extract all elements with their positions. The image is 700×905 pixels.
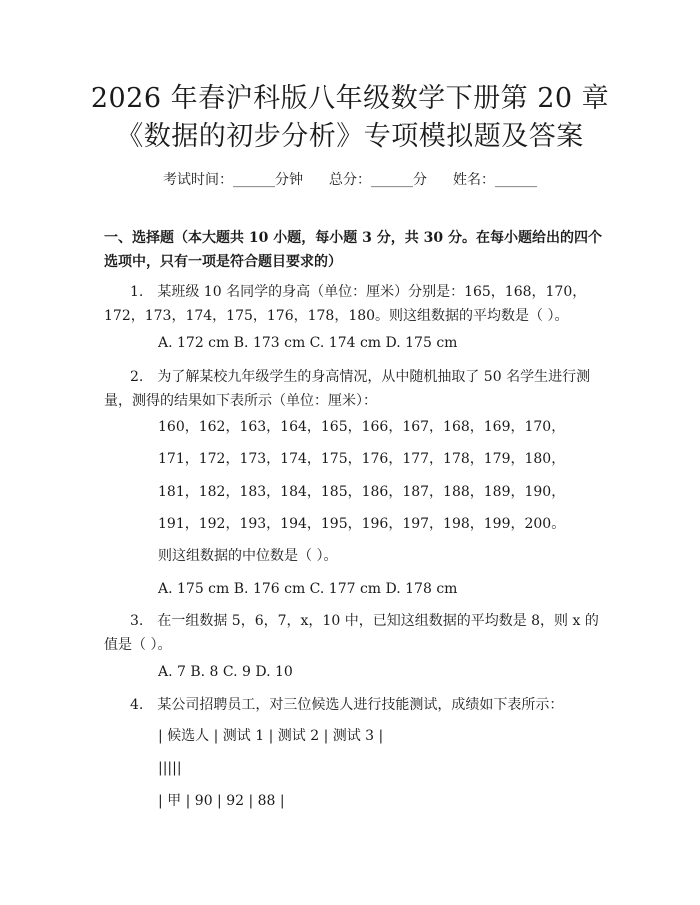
section-heading: 一、选择题（本大题共 10 小题，每小题 3 分，共 30 分。在每小题给出的四个选项中，只有一项是符合题目要求的） [104,230,602,270]
document-title-line-1: 2026 年春沪科版八年级数学下册第 20 章 [90,83,610,114]
question-2-stem: 2. 为了解某校九年级学生的身高情况，从中随机抽取了 50 名学生进行测量，测得的结果如下表所示（单位：厘米）： [104,369,591,409]
question-1-stem: 1. 某班级 10 名同学的身高（单位：厘米）分别是：165，168，170，172，173，174，175，176，178，180。则这组数据的平均数是（ ）。 [104,284,587,324]
question-4-table-line: | 候选人 | 测试 1 | 测试 2 | 测试 3 | [158,728,384,744]
question-2-data-row: 160，162，163，164，165，166，167，168，169，170， [158,419,566,435]
question-2-options: A. 175 cm B. 176 cm C. 177 cm D. 178 cm [158,581,458,597]
question-2-data-row: 181，182，183，184，185，186，187，188，189，190， [158,484,566,500]
question-2-question: 则这组数据的中位数是（ ）。 [158,548,338,564]
question-3-stem: 3. 在一组数据 5，6，7，x，10 中，已知这组数据的平均数是 8，则 x 的值是（ ）。 [104,613,599,653]
question-2-data-row: 191，192，193，194，195，196，197，198，199，200。 [158,516,566,532]
question-2-data-row: 171，172，173，174，175，176，177，178，179，180， [158,451,566,467]
question-3-options: A. 7 B. 8 C. 9 D. 10 [158,664,293,680]
exam-info-line [0,170,700,190]
question-1-options: A. 172 cm B. 173 cm C. 174 cm D. 175 cm [158,335,458,351]
question-4-table-line: | 甲 | 90 | 92 | 88 | [158,793,285,809]
question-4-stem: 4. 某公司招聘员工，对三位候选人进行技能测试，成绩如下表所示： [130,697,564,713]
total-score-field: 总分：______分 [329,172,427,188]
student-name-field: 姓名：______ [453,172,537,188]
question-4-table-line: ||||| [158,760,182,776]
exam-time-field: 考试时间：______分钟 [163,172,303,188]
document-title-line-2: 《数据的初步分析》专项模拟题及答案 [116,121,584,152]
